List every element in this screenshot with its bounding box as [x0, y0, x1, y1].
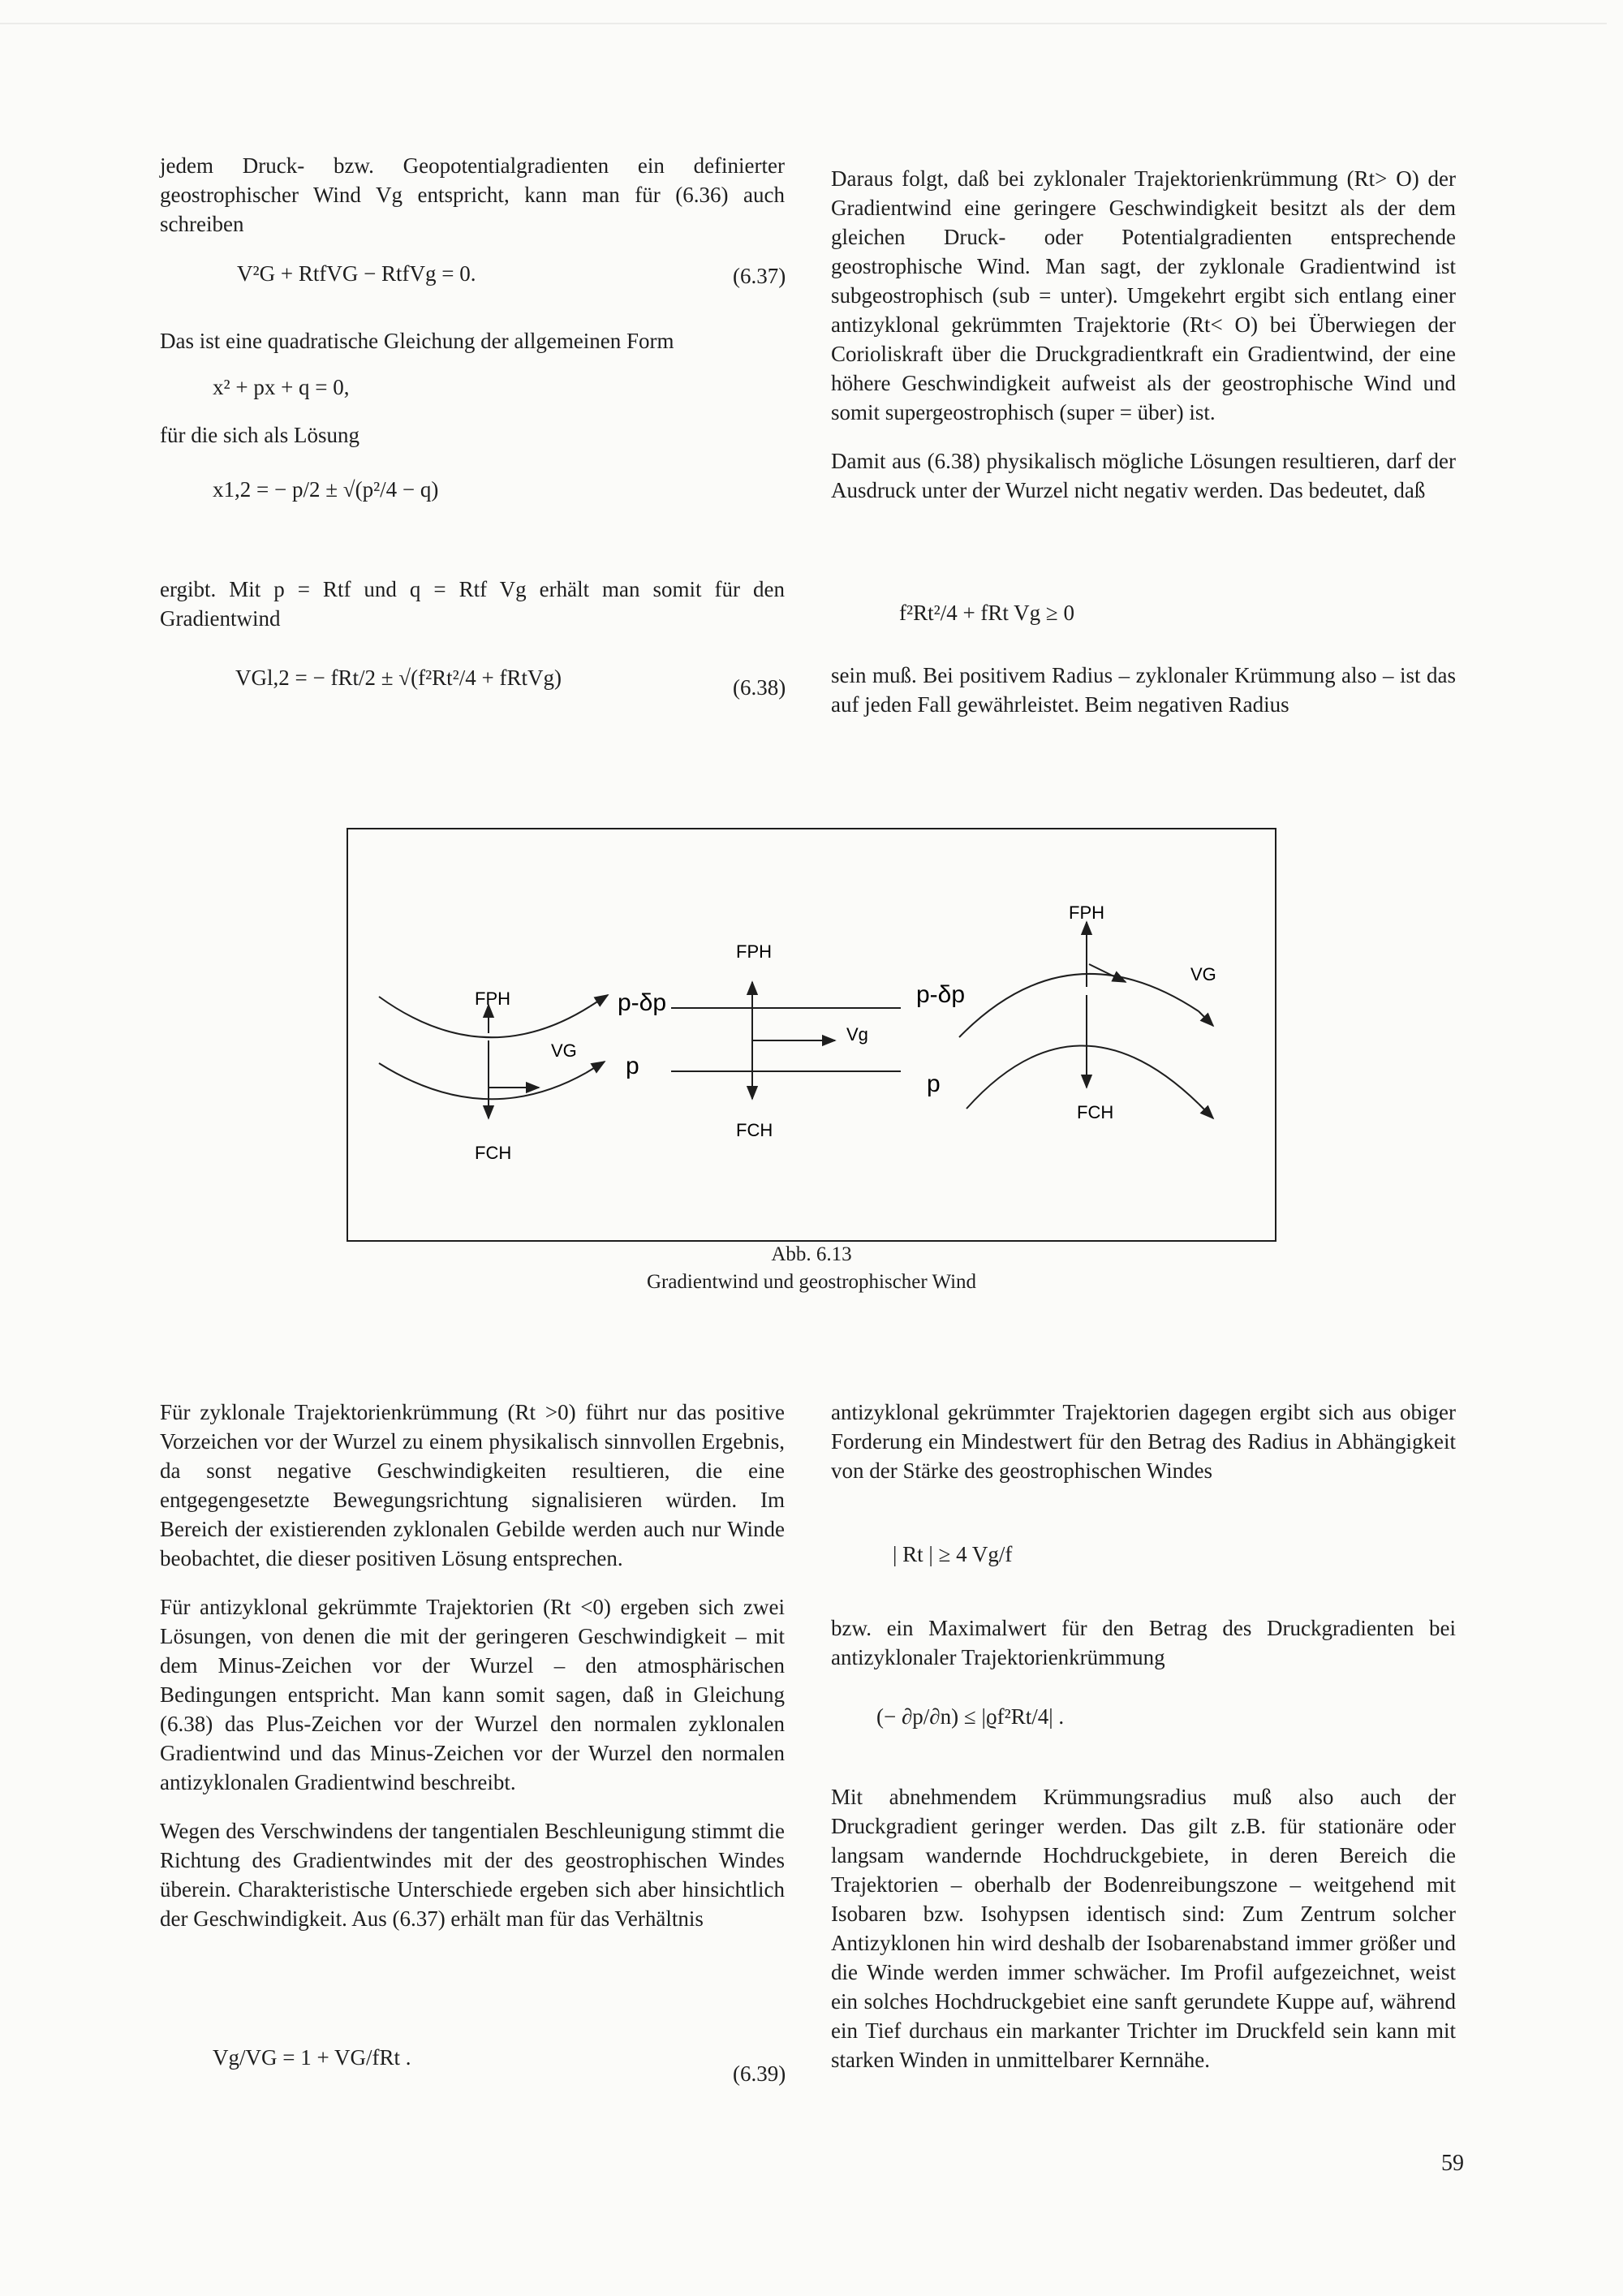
left-column-bottom: [160, 1398, 785, 1933]
paragraph: Wegen des Verschwindens der tangentialen Beschleunigung stimmt die Richtung des Gradientwindes mit der des geostrophischen Windes überein. Charakteristische Unterschiede ergeben sich aber hinsichtlich der Geschwindigkeit. Aus (6.37) erhält man für das Verhältnis: [160, 1819, 785, 1931]
figure-frame: [347, 829, 1276, 1241]
paragraph: ergibt. Mit p = Rtf und q = Rtf Vg erhält man somit für den Gradientwind: [160, 577, 785, 631]
equation-6-38: [235, 666, 562, 690]
equation-6-37: [237, 261, 476, 286]
paragraph: Für zyklonale Trajektorienkrümmung (Rt >0) führt nur das positive Vorzeichen vor der Wurzel zu einem physikalisch sinnvollen Ergebnis, da sonst negative Geschwindigkeiten resultieren, die eine entgegengesetzte Bewegungsrichtung signalisieren würden. Im Bereich der existierenden zyklonalen Gebilde werden auch nur Winde beobachtet, die dieser positiven Lösung entsprechen.: [160, 1400, 785, 1570]
equation-number: (6.38): [733, 675, 786, 700]
label-pdp: p-δp: [618, 989, 667, 1016]
wind-arrow: [586, 1062, 605, 1073]
inequality-pressure-gradient: (− ∂p/∂n) ≤ |ϱf²Rt/4| .: [876, 1704, 1065, 1729]
figure-gradient-wind: [347, 828, 1276, 1242]
paragraph: Für antizyklonal gekrümmte Trajektorien (Rt <0) ergeben sich zwei Lösungen, von denen die mit der geringeren Geschwindigkeit – mit dem Minus-Zeichen vor der Wurzel – den atmosphärischen Bedingungen entspricht. Man kann somit sagen, daß in Gleichung (6.38) das Plus-Zeichen vor der Wurzel den normalen zyklonalen Gradientwind und das Minus-Zeichen vor der Wurzel den normalen antizyklonalen Gradientwind beschreibt.: [160, 1595, 785, 1794]
figure-caption-title: Gradientwind und geostrophischer Wind: [646, 1271, 977, 1293]
isobar-curve: [379, 1063, 586, 1099]
equation-number: (6.39): [733, 2061, 786, 2086]
wind-arrow: [1199, 1104, 1213, 1118]
left-column-top: [160, 151, 785, 239]
scan-edge-line: [0, 23, 1607, 24]
paragraph: Daraus folgt, daß bei zyklonaler Trajektorienkrümmung (Rt> O) der Gradientwind eine geringere Geschwindigkeit besitzt als der dem gleichen Druck- oder Potentialgradienten entsprechende geostrophische Wind. Man sagt, der zyklonale Gradientwind ist subgeostrophisch (sub = unter). Umgekehrt ergibt sich entlang einer antizyklonal gekrümmten Trajektorie (Rt< O) bei Überwiegen der Corioliskraft über die Druckgradientkraft ein Gradientwind, der eine höhere Geschwindigkeit aufweist als der geostrophische Wind und somit supergeostrophisch (super = über) ist.: [831, 166, 1456, 424]
label-pdp: p-δp: [916, 981, 966, 1008]
label-fph: FPH: [736, 941, 772, 962]
wind-arrow: [1199, 1011, 1213, 1026]
label-fch: FCH: [1077, 1102, 1114, 1122]
isobar-curve: [959, 974, 1199, 1037]
equation-text: VGl,2 = − fRt/2 ± √(f²Rt²/4 + fRtVg): [235, 666, 562, 690]
paragraph: Damit aus (6.38) physikalisch mögliche Lösungen resultieren, darf der Ausdruck unter der Wurzel nicht negativ werden. Das bedeutet, daß: [831, 449, 1456, 502]
paragraph-block: [831, 1782, 1456, 2074]
label-fch: FCH: [736, 1120, 773, 1140]
equation-text: x1,2 = − p/2 ± √(p²/4 − q): [213, 477, 439, 502]
label-p: p: [626, 1053, 639, 1079]
label-vG: VG: [1190, 964, 1216, 984]
equation-text: V²G + RtfVG − RtfVg = 0.: [237, 261, 476, 286]
label-vG: VG: [551, 1040, 577, 1061]
label-p: p: [927, 1070, 941, 1097]
label-fch: FCH: [475, 1143, 512, 1163]
paragraph: sein muß. Bei positivem Radius – zyklonaler Krümmung also – ist das auf jeden Fall gewährleistet. Beim negativen Radius: [831, 663, 1456, 717]
figure-caption-number: Abb. 6.13: [771, 1243, 852, 1265]
wind-vector-vG: [1089, 964, 1126, 982]
equation-solution: [213, 477, 438, 502]
equation-general-quadratic: x² + px + q = 0,: [213, 375, 350, 399]
paragraph: Das ist eine quadratische Gleichung der allgemeinen Form: [160, 329, 674, 353]
inequality-radius: | Rt | ≥ 4 Vg/f: [893, 1542, 1013, 1566]
page-number: 59: [1441, 2151, 1464, 2176]
paragraph: Mit abnehmendem Krümmungsradius muß also auch der Druckgradient geringer werden. Das gilt z.B. für stationäre oder langsam wandernde Hochdruckgebiete, in deren Bereich die Trajektorien – oberhalb der Bodenreibungszone – weitgehend mit Isobaren bzw. Isohypsen identisch sind: Zum Zentrum solcher Antizyklonen hin wird deshalb der Isobarenabstand immer größer und die Winde werden immer schwächer. Im Profil aufgezeichnet, weist ein solches Hochdruckgebiet eine sanft gerundete Kuppe auf, während ein Tief durchaus ein markanter Trichter im Druckfeld sein kann mit starken Winden in unmittelbarer Kernnähe.: [831, 1785, 1456, 2072]
paragraph: bzw. ein Maximalwert für den Betrag des Druckgradienten bei antizyklonaler Trajektorienkrümmung: [831, 1616, 1456, 1669]
paragraph: für die sich als Lösung: [160, 423, 359, 447]
label-fph: FPH: [1069, 902, 1104, 923]
paragraph-block: [160, 575, 785, 633]
label-fph: FPH: [475, 989, 510, 1009]
paragraph-block: [160, 326, 785, 355]
paragraph: jedem Druck- bzw. Geopotentialgradienten ein definierter geostrophischer Wind Vg entspricht, kann man für (6.36) auch schreiben: [160, 153, 785, 236]
wind-arrow: [590, 995, 608, 1006]
label-vg: Vg: [846, 1024, 868, 1045]
right-column-top: [831, 164, 1456, 505]
equation-number: (6.37): [733, 264, 786, 288]
paragraph: antizyklonal gekrümmter Trajektorien dagegen ergibt sich aus obiger Forderung ein Mindestwert für den Betrag des Radius in Abhängigkeit von der Stärke des geostrophischen Windes: [831, 1400, 1456, 1483]
right-column-bottom: [831, 1398, 1456, 1485]
paragraph-block: [160, 420, 785, 450]
paragraph-block: [831, 661, 1456, 719]
equation-6-39: Vg/VG = 1 + VG/fRt .: [213, 2045, 411, 2070]
inequality-root-condition: f²Rt²/4 + fRt Vg ≥ 0: [899, 601, 1074, 625]
paragraph-block: [831, 1613, 1456, 1672]
isobar-curve: [966, 1045, 1199, 1109]
